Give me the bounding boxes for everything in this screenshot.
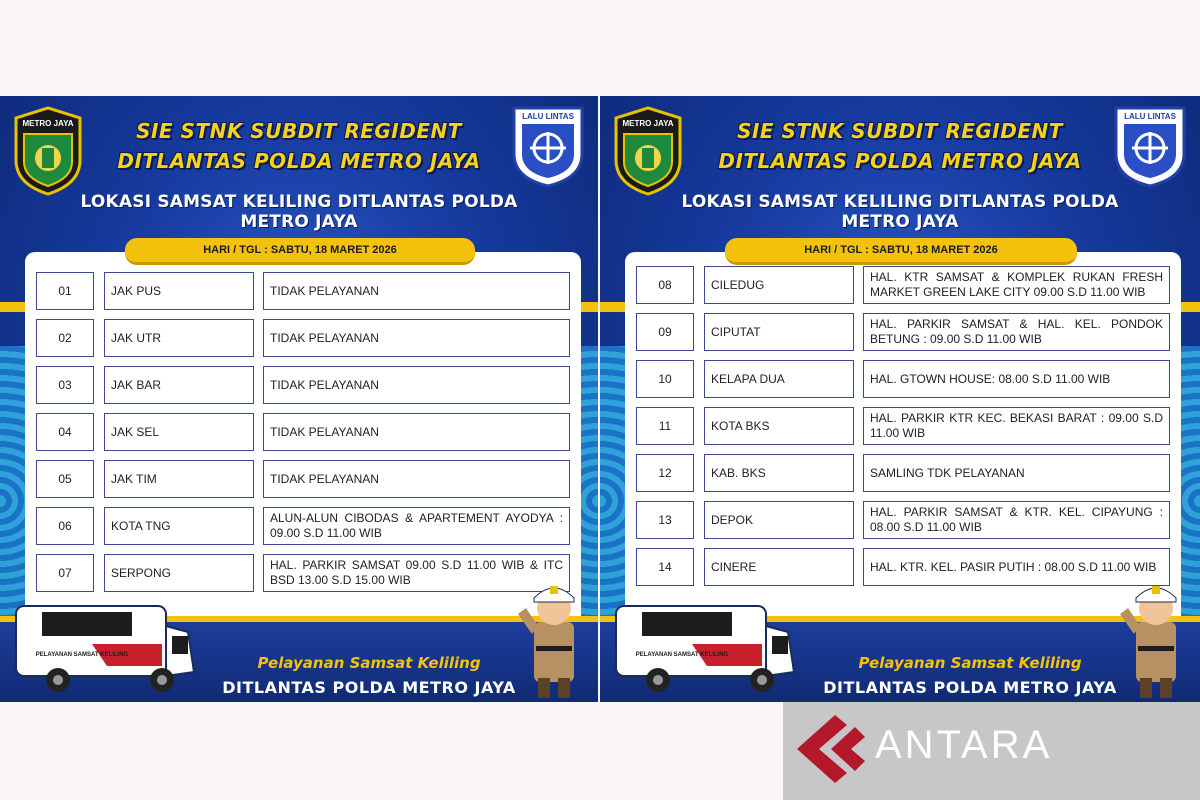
row-number: 14 xyxy=(636,548,694,586)
poster-subtitle: LOKASI SAMSAT KELILING DITLANTAS POLDA METRO JAYA xyxy=(80,192,518,232)
row-location: JAK PUS xyxy=(104,272,254,310)
police-officer-illustration xyxy=(1114,574,1196,702)
footer-org-name: DITLANTAS POLDA METRO JAYA xyxy=(222,678,516,697)
police-officer-illustration xyxy=(512,574,594,702)
metro-jaya-police-logo xyxy=(612,104,684,196)
antara-watermark xyxy=(783,697,1200,800)
row-description: HAL. KTR SAMSAT & KOMPLEK RUKAN FRESH MARKET GREEN LAKE CITY 09.00 S.D 11.00 WIB xyxy=(863,266,1170,304)
date-banner: HARI / TGL : SABTU, 18 MARET 2026 xyxy=(725,238,1077,265)
row-location: JAK UTR xyxy=(104,319,254,357)
poster-title xyxy=(95,116,503,176)
row-number: 13 xyxy=(636,501,694,539)
row-number: 12 xyxy=(636,454,694,492)
row-description: HAL. PARKIR SAMSAT & KTR. KEL. CIPAYUNG : 08.00 S.D 11.00 WIB xyxy=(863,501,1170,539)
title-line-2: DITLANTAS POLDA METRO JAYA xyxy=(117,149,481,173)
row-number: 06 xyxy=(36,507,94,545)
table-row xyxy=(36,554,570,594)
table-row xyxy=(636,407,1170,447)
antara-logo-icon xyxy=(791,711,871,787)
row-number: 03 xyxy=(36,366,94,404)
row-description: HAL. PARKIR SAMSAT & HAL. KEL. PONDOK BETUNG : 09.00 S.D 11.00 WIB xyxy=(863,313,1170,351)
row-location: KOTA BKS xyxy=(704,407,854,445)
mobile-samsat-bus-illustration xyxy=(612,596,802,696)
row-location: KOTA TNG xyxy=(104,507,254,545)
table-row xyxy=(636,501,1170,541)
svg-text:PELAYANAN SAMSAT KELILING: PELAYANAN SAMSAT KELILING xyxy=(35,652,129,658)
title-line-1: SIE STNK SUBDIT REGIDENT xyxy=(136,119,462,143)
table-row xyxy=(636,266,1170,306)
table-row xyxy=(36,366,570,406)
row-number: 10 xyxy=(636,360,694,398)
row-description: HAL. PARKIR KTR KEC. BEKASI BARAT : 09.00 S.D 11.00 WIB xyxy=(863,407,1170,445)
row-description: TIDAK PELAYANAN xyxy=(263,460,570,498)
row-description: HAL. KTR. KEL. PASIR PUTIH : 08.00 S.D 11.00 WIB xyxy=(863,548,1170,586)
row-number: 05 xyxy=(36,460,94,498)
svg-text:METRO JAYA: METRO JAYA xyxy=(22,119,74,128)
table-row xyxy=(36,413,570,453)
lalu-lintas-logo xyxy=(1112,104,1188,188)
table-row xyxy=(36,272,570,312)
table-row xyxy=(36,460,570,500)
row-location: JAK TIM xyxy=(104,460,254,498)
row-location: KELAPA DUA xyxy=(704,360,854,398)
table-row xyxy=(636,548,1170,588)
row-description: HAL. GTOWN HOUSE: 08.00 S.D 11.00 WIB xyxy=(863,360,1170,398)
poster-title xyxy=(695,116,1105,176)
poster-subtitle: LOKASI SAMSAT KELILING DITLANTAS POLDA METRO JAYA xyxy=(681,192,1119,232)
row-description: TIDAK PELAYANAN xyxy=(263,366,570,404)
table-row xyxy=(36,507,570,547)
svg-text:PELAYANAN SAMSAT KELILING: PELAYANAN SAMSAT KELILING xyxy=(635,652,729,658)
date-banner: HARI / TGL : SABTU, 18 MARET 2026 xyxy=(125,238,475,265)
svg-text:METRO JAYA: METRO JAYA xyxy=(622,119,674,128)
svg-text:LALU LINTAS: LALU LINTAS xyxy=(522,112,574,121)
svg-text:LALU LINTAS: LALU LINTAS xyxy=(1124,112,1176,121)
row-location: KAB. BKS xyxy=(704,454,854,492)
row-location: CILEDUG xyxy=(704,266,854,304)
row-location: CINERE xyxy=(704,548,854,586)
row-number: 02 xyxy=(36,319,94,357)
row-number: 07 xyxy=(36,554,94,592)
table-row xyxy=(636,313,1170,353)
row-number: 01 xyxy=(36,272,94,310)
row-location: CIPUTAT xyxy=(704,313,854,351)
row-description: TIDAK PELAYANAN xyxy=(263,272,570,310)
row-description: TIDAK PELAYANAN xyxy=(263,413,570,451)
row-description: HAL. PARKIR SAMSAT 09.00 S.D 11.00 WIB & ITC BSD 13.00 S.D 15.00 WIB xyxy=(263,554,570,592)
footer-tagline: Pelayanan Samsat Keliling xyxy=(257,654,481,672)
footer-tagline: Pelayanan Samsat Keliling xyxy=(858,654,1082,672)
lalu-lintas-logo xyxy=(510,104,586,188)
row-number: 09 xyxy=(636,313,694,351)
table-row xyxy=(36,319,570,359)
row-description: TIDAK PELAYANAN xyxy=(263,319,570,357)
table-row xyxy=(636,360,1170,400)
row-number: 04 xyxy=(36,413,94,451)
row-number: 08 xyxy=(636,266,694,304)
title-line-2: DITLANTAS POLDA METRO JAYA xyxy=(718,149,1082,173)
row-description: ALUN-ALUN CIBODAS & APARTEMENT AYODYA : 09.00 S.D 11.00 WIB xyxy=(263,507,570,545)
metro-jaya-police-logo xyxy=(12,104,84,196)
row-location: DEPOK xyxy=(704,501,854,539)
schedule-poster-left xyxy=(0,96,598,702)
mobile-samsat-bus-illustration xyxy=(12,596,202,696)
row-description: SAMLING TDK PELAYANAN xyxy=(863,454,1170,492)
row-number: 11 xyxy=(636,407,694,445)
antara-wordmark: ANTARA xyxy=(875,723,1053,767)
row-location: JAK SEL xyxy=(104,413,254,451)
row-location: SERPONG xyxy=(104,554,254,592)
title-line-1: SIE STNK SUBDIT REGIDENT xyxy=(737,119,1063,143)
schedule-poster-right xyxy=(600,96,1200,702)
footer-org-name: DITLANTAS POLDA METRO JAYA xyxy=(823,678,1117,697)
table-row xyxy=(636,454,1170,494)
row-location: JAK BAR xyxy=(104,366,254,404)
